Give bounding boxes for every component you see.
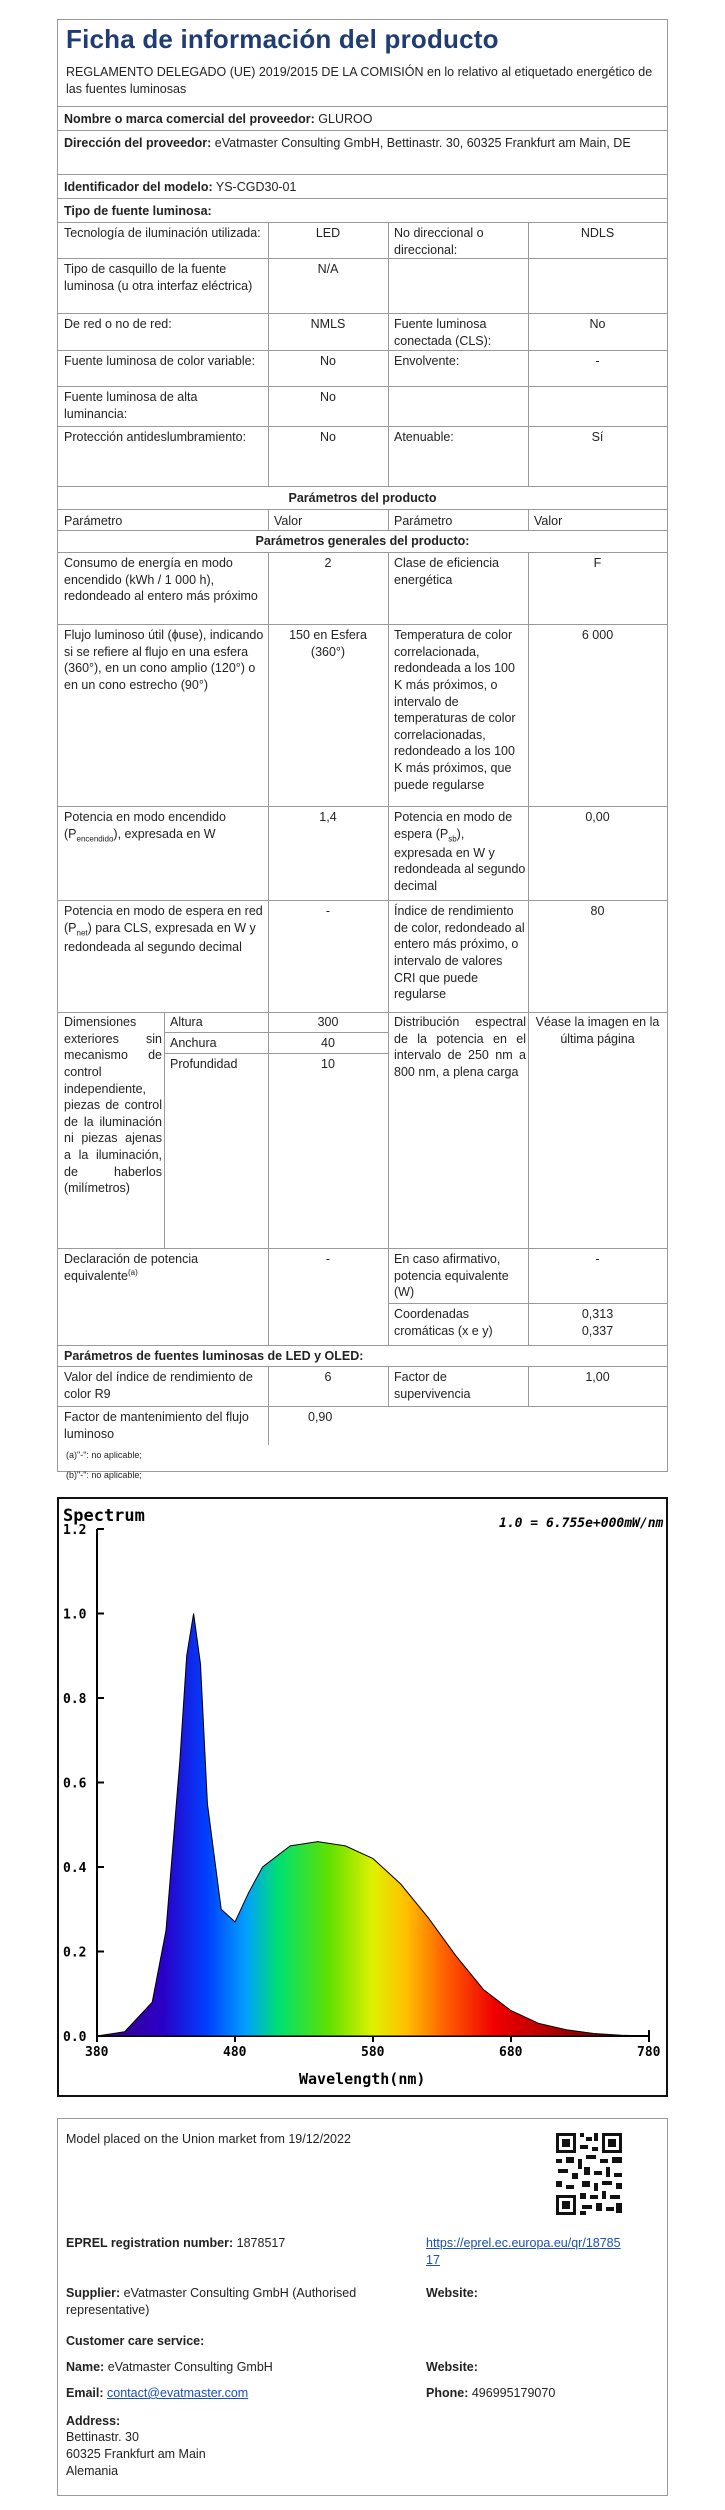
note-a: (a)"-": no aplicable; [66,1450,142,1460]
equiv-w-label: En caso afirmativo, potencia equivalente (W) [394,1252,509,1300]
supplier-name: GLUROO [318,112,373,126]
depth-value: 10 [321,1057,335,1071]
coord-y: 0,337 [581,1324,614,1338]
cct-value: 6 000 [581,628,614,642]
eprel-label: EPREL registration number: [66,2236,234,2250]
supplier-name-label: Nombre o marca comercial del proveedor: [64,112,315,126]
y-tick-label: 0.2 [63,1945,87,1961]
type-value-3: No [320,354,336,368]
y-tick-label: 0.8 [63,1692,87,1707]
led-header: Parámetros de fuentes luminosas de LED y OLED: [64,1349,364,1363]
qr-code-icon[interactable] [554,2131,624,2217]
type-value-0: LED [315,226,341,240]
regulation-text: REGLAMENTO DELEGADO (UE) 2019/2015 DE LA COMISIÓN en lo relativo al etiquetado energético de las fuentes luminosas [66,65,653,96]
energy-value: 2 [324,556,332,570]
cri-value: 80 [590,904,605,918]
standby-label: Potencia en modo de espera $(P_{sb})$, expresada en W y redondeada al segundo decimal [394,810,526,893]
survival-label: Factor de supervivencia [394,1370,471,1401]
pnet-value: - [325,904,331,918]
page-title: Ficha de información del producto [66,24,499,54]
col-param-1: Parámetro [64,514,123,528]
equiv-label: Declaración de potencia equivalente$^{(a)}$ [64,1252,199,1283]
r9-label: Valor del índice de rendimiento de color R9 [64,1370,253,1401]
website-label: Website: [426,2286,478,2300]
width-label: Anchura [170,1036,217,1050]
type-value-4: No [320,390,336,404]
type-label-2: De red o no de red: [64,317,172,331]
equiv-w-value: - [595,1252,600,1266]
spd-value: Véase la imagen en la última página [535,1015,660,1046]
phone-label: Phone: [426,2386,469,2400]
care-name: eVatmaster Consulting GmbH [107,2360,273,2374]
address-line-1: Bettinastr. 30 [66,2430,139,2444]
col-value-2: Valor [534,514,563,528]
type-header-row [58,198,667,222]
model-id: YS-CGD30-01 [215,180,297,194]
type-label-4: Fuente luminosa de alta luminancia: [64,390,198,421]
type-value2-0: NDLS [580,226,615,240]
x-tick-label: 480 [223,2045,247,2060]
type-value-5: No [320,430,336,444]
eprel-number: 1878517 [236,2236,286,2250]
depth-label: Profundidad [170,1057,238,1071]
type-label2-0: No direccional o direccional: [394,226,484,257]
address-line-3: Alemania [66,2464,119,2478]
supplier-name-row [58,106,667,130]
note-b: (b)"-": no aplicable; [66,1470,142,1480]
x-tick-label: 780 [637,2045,661,2060]
col-value-1: Valor [274,514,303,528]
height-value: 300 [317,1015,339,1029]
flux-label: Flujo luminoso útil (ɸuse), indicando si se refiere al flujo en una esfera (360°), en un cono amplio (120°) o en un cono estrecho (90°) [64,628,264,692]
survival-value: 1,00 [585,1370,610,1384]
chart-title: Spectrum [63,1506,145,1526]
pnet-label: Potencia en modo de espera en red $(P_{net})$ para CLS, expresada en W y redondeada al segundo decimal [64,904,263,954]
class-label: Clase de eficiencia energética [394,556,499,587]
x-tick-label: 380 [85,2045,109,2060]
type-label-3: Fuente luminosa de color variable: [64,354,256,368]
y-tick-label: 0.4 [63,1861,87,1876]
type-label-5: Protección antideslumbramiento: [64,430,247,444]
type-value2-5: Sí [591,430,604,444]
general-header: Parámetros generales del producto: [255,534,470,548]
y-tick-label: 1.2 [63,1523,87,1538]
type-value-1: N/A [317,262,339,276]
power-on-label: Potencia en modo encendido $(P_{encendido})$, expresada en W [64,810,226,844]
equiv-value: - [325,1252,331,1266]
class-value: F [593,556,602,570]
spectrum-svg [59,1499,666,2095]
type-header: Tipo de fuente luminosa: [64,204,212,218]
spd-label: Distribución espectral de la potencia en el intervalo de 250 nm a 800 nm, a plena carga [394,1015,526,1079]
type-label-0: Tecnología de iluminación utilizada: [64,226,261,240]
type-label2-3: Envolvente: [394,354,460,368]
y-tick-label: 1.0 [63,1607,87,1623]
email-link[interactable]: contact@evatmaster.com [107,2386,249,2400]
supplier-address-label: Dirección del proveedor: [64,136,212,150]
spectrum-area [97,1614,649,2037]
email-label: Email: [66,2386,104,2400]
width-value: 40 [321,1036,335,1050]
phone-value: 496995179070 [471,2386,556,2400]
eprel-link[interactable]: https://eprel.ec.europa.eu/qr/1878517 [426,2236,621,2267]
params-header: Parámetros del producto [288,491,437,505]
supplier-address-row [58,130,667,174]
type-value-2: NMLS [310,317,346,331]
address-line-2: 60325 Frankfurt am Main [66,2447,206,2461]
coords-label: Coordenadas cromáticas (x e y) [394,1307,493,1338]
type-label2-5: Atenuable: [394,430,454,444]
col-param-2: Parámetro [394,514,453,528]
supplier-value: eVatmaster Consulting GmbH (Authorised representative) [66,2286,357,2317]
type-label2-2: Fuente luminosa conectada (CLS): [394,317,492,348]
name-label: Name: [66,2360,105,2374]
coord-x: 0,313 [581,1307,614,1321]
power-on-value: 1,4 [319,810,337,824]
maint-label: Factor de mantenimiento del flujo luminoso [64,1410,249,1441]
placed-text: Model placed on the Union market from 19/12/2022 [66,2132,351,2146]
spectrum-chart [57,1497,668,2097]
y-tick-label: 0.0 [63,2030,87,2045]
y-tick-label: 0.6 [63,1776,87,1792]
supplier-address: eVatmaster Consulting GmbH, Bettinastr. 30, 60325 Frankfurt am Main, DE [214,136,631,150]
x-tick-label: 580 [361,2045,385,2060]
footer-panel [57,2118,668,2496]
x-axis-label: Wavelength(nm) [299,2070,426,2088]
care-label: Customer care service: [66,2334,205,2348]
type-value2-2: No [589,317,606,331]
x-tick-label: 680 [499,2045,523,2060]
type-label-1: Tipo de casquillo de la fuente luminosa (u otra interfaz eléctrica) [64,262,253,293]
flux-value: 150 en Esfera (360°) [289,628,367,659]
model-row [58,174,667,198]
dims-label: Dimensiones exteriores sin mecanismo de control independiente, piezas de control de la iluminación ni piezas ajenas a la iluminación, de haberlos (milímetros) [64,1015,162,1196]
standby-value: 0,00 [585,810,610,824]
address-label: Address: [66,2414,121,2428]
chart-scale-note: 1.0 = 6.755e+000mW/nm [499,1516,664,1531]
height-label: Altura [170,1015,203,1029]
r9-value: 6 [324,1370,332,1384]
cri-label: Índice de rendimiento de color, redondeado al entero más próximo, o intervalo de valores CRI que puede regularse [394,904,525,1002]
maint-value: 0,90 [308,1410,333,1424]
cct-label: Temperatura de color correlacionada, redondeada a los 100 K más próximos, o intervalo de temperaturas de color correlacionadas, redondeado a los 100 K más próximos, que puede regularse [394,628,516,792]
energy-label: Consumo de energía en modo encendido (kWh / 1 000 h), redondeado al entero más próximo [64,556,258,604]
type-value2-3: - [595,354,600,368]
supplier-label: Supplier: [66,2286,121,2300]
website2-label: Website: [426,2360,478,2374]
model-label: Identificador del modelo: [64,180,213,194]
